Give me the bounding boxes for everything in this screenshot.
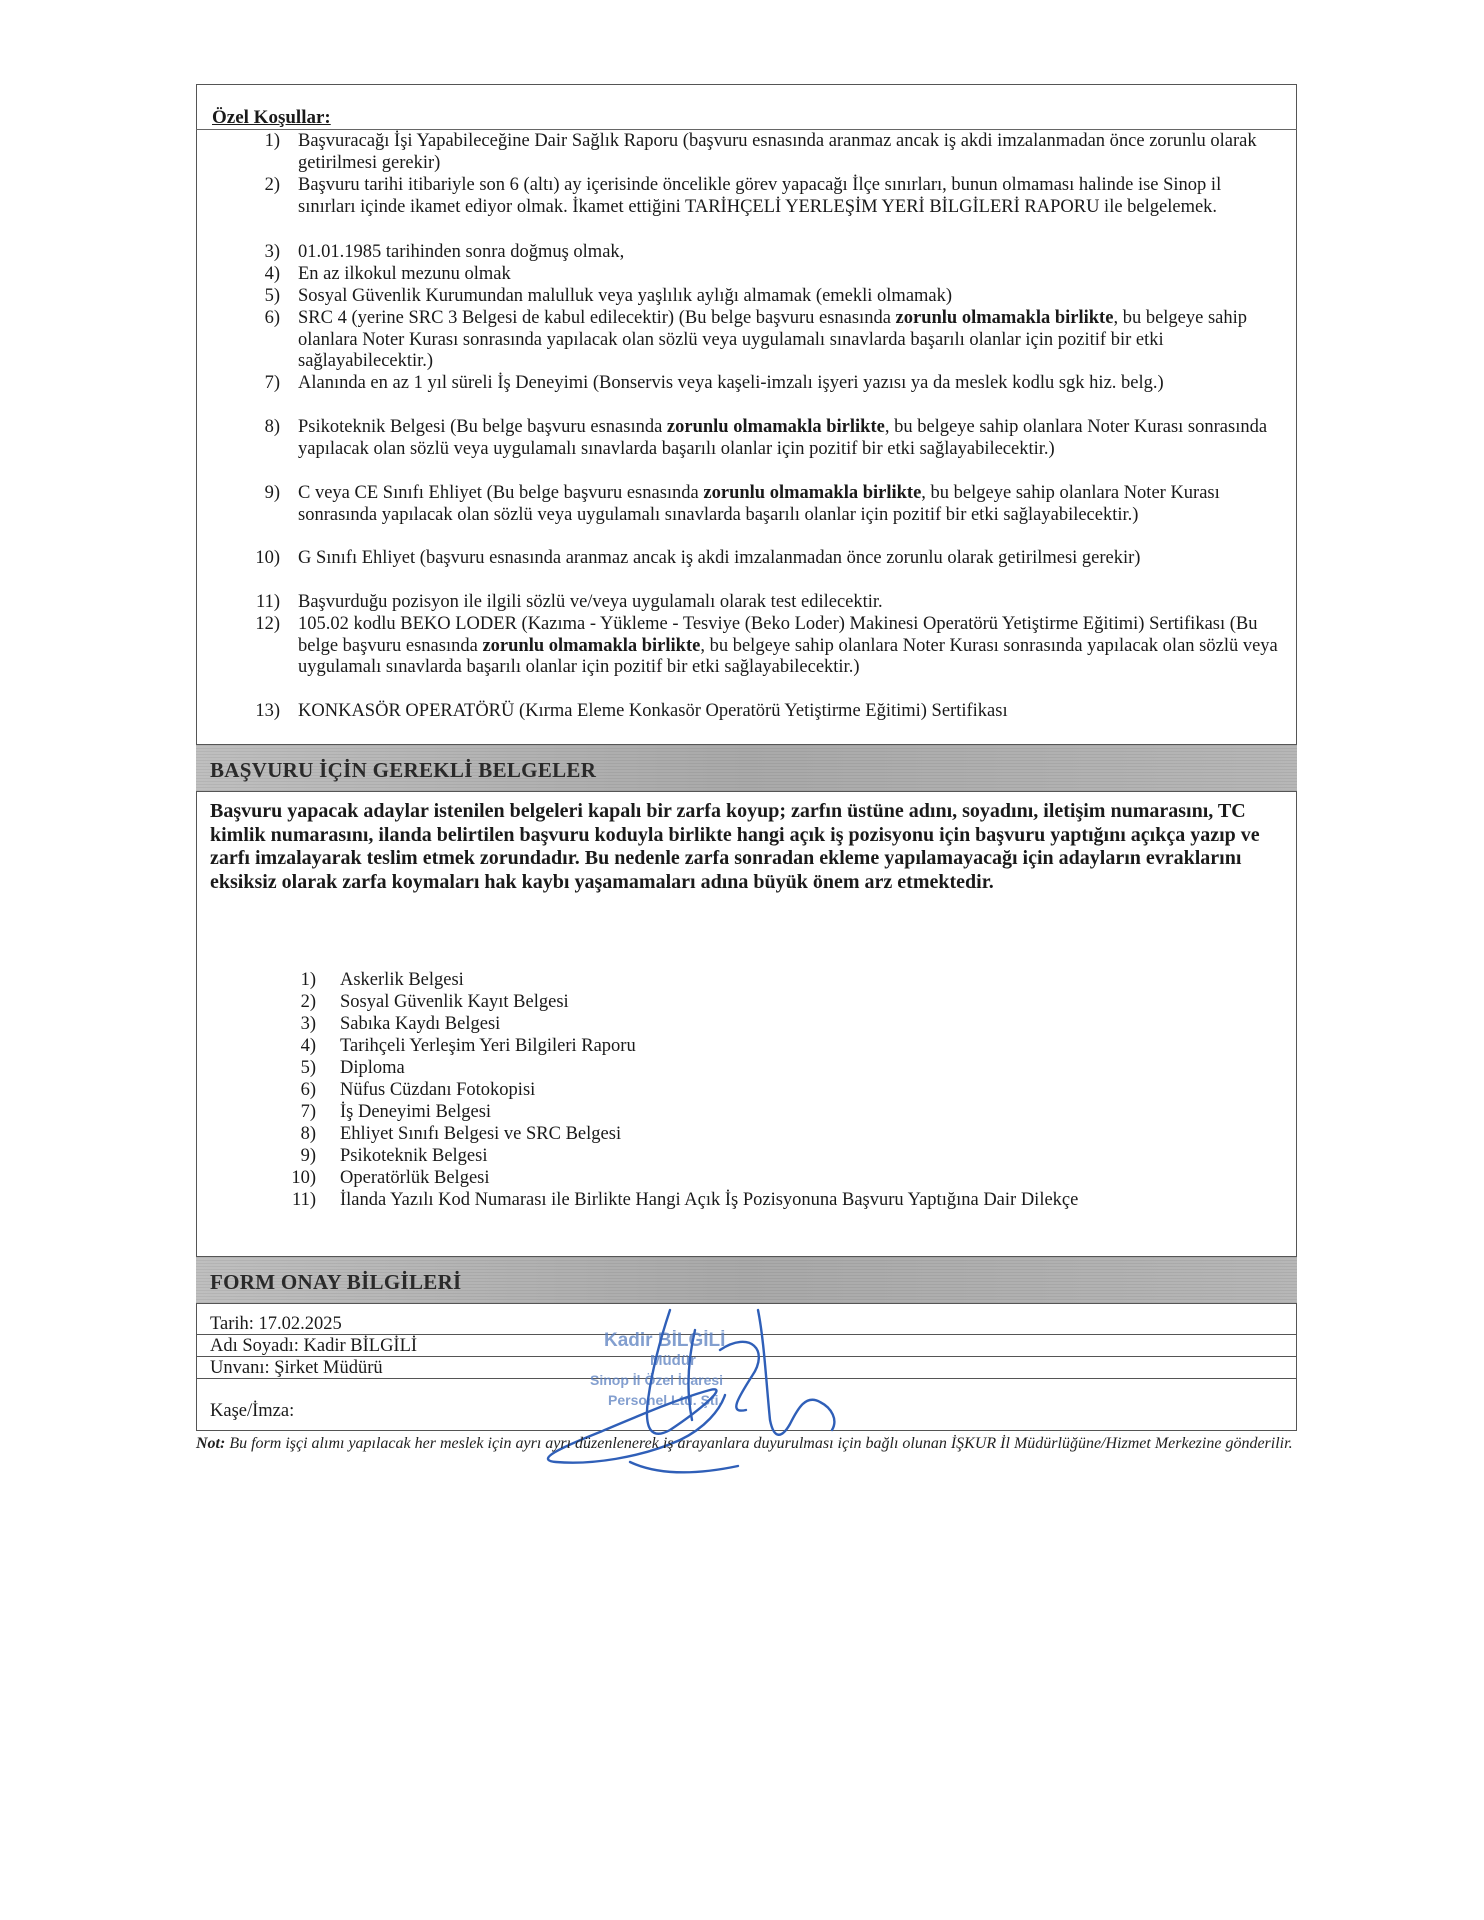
company-stamp: Kadir BİLGİLİ Müdür Sinop İl Özel İdaresi Personel Ltd. Şti. bbox=[590, 1330, 726, 1408]
approval-stamp-label: Kaşe/İmza: bbox=[210, 1401, 295, 1421]
form-approval-header: FORM ONAY BİLGİLERİ bbox=[196, 1256, 1297, 1304]
approval-title: Unvanı: Şirket Müdürü bbox=[210, 1358, 383, 1378]
approval-date: Tarih: 17.02.2025 bbox=[210, 1314, 342, 1334]
required-documents-header: BAŞVURU İÇİN GEREKLİ BELGELER bbox=[196, 744, 1297, 792]
approval-name: Adı Soyadı: Kadir BİLGİLİ bbox=[210, 1336, 418, 1356]
required-documents-intro: Başvuru yapacak adaylar istenilen belgeleri kapalı bir zarfa koyup; zarfın üstüne adını, soyadını, iletişim numarasını, TC kimlik numarasını, ilanda belirtilen başvuru koduyla birlikte hangi açık iş pozisyonu için başvuru yaptığını açıkça yazıp ve zarfı imzalayarak teslim etmek zorundadır. Bu nedenle zarfa sonradan ekleme yapılamayacağı için adayların evraklarını eksiksiz olarak zarfa koymaları hak kaybı yaşamamaları adına büyük önem arz etmektedir. bbox=[210, 800, 1260, 893]
special-conditions-title: Özel Koşullar: bbox=[212, 107, 331, 128]
footer-note: Not: Bu form işçi alımı yapılacak her meslek için ayrı ayrı düzenlenerek iş arayanlara duyurulması için bağlı olunan İŞKUR İl Müdürlüğüne/Hizmet Merkezine gönderilir. bbox=[196, 1435, 1293, 1452]
title-divider bbox=[196, 129, 1297, 130]
